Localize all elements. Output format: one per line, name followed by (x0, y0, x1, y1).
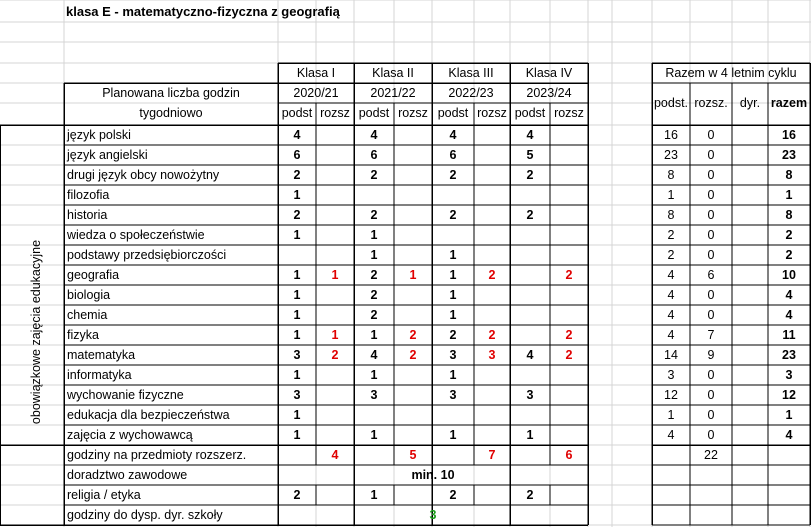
page-title: klasa E - matematyczno-fizyczna z geografią (66, 4, 340, 19)
hours-cell: 1 (331, 268, 339, 282)
hours-cell: 1 (449, 248, 457, 262)
summary-cell: 3 (785, 368, 793, 382)
doradztwo-label: doradztwo zawodowe (67, 468, 188, 482)
hours-cell: 1 (449, 368, 457, 382)
hours-cell: 2 (565, 268, 573, 282)
summary-cell: 12 (782, 388, 796, 402)
hours-cell: 1 (293, 428, 301, 442)
hours-cell: 2 (488, 268, 496, 282)
hours-cell: 1 (449, 268, 457, 282)
rozsz-value: 4 (331, 448, 339, 462)
hours-cell: 3 (370, 388, 378, 402)
summary-cell: 4 (667, 428, 675, 442)
hours-cell: 3 (449, 388, 457, 402)
podst-header: podst (358, 106, 390, 120)
subject-name: drugi język obcy nowożytny (67, 168, 220, 182)
hours-cell: 2 (409, 348, 417, 362)
subject-name: fizyka (67, 328, 99, 342)
podst-header: podst (514, 106, 546, 120)
summary-cell: 4 (667, 288, 675, 302)
hours-cell: 6 (293, 148, 301, 162)
rozsz-value: 5 (409, 448, 417, 462)
hours-cell: 3 (526, 388, 534, 402)
hours-cell: 2 (293, 208, 301, 222)
planned-label-line2: tygodniowo (139, 106, 203, 120)
hours-cell: 1 (449, 428, 457, 442)
religia-value: 2 (293, 488, 301, 502)
hours-cell: 1 (370, 228, 378, 242)
summary-cell: 1 (667, 188, 675, 202)
hours-cell: 1 (370, 248, 378, 262)
hours-cell: 1 (331, 328, 339, 342)
hours-cell: 2 (488, 328, 496, 342)
summary-cell: 23 (664, 148, 678, 162)
hours-cell: 2 (293, 168, 301, 182)
hours-cell: 2 (526, 168, 534, 182)
summary-cell: 0 (707, 228, 715, 242)
podst-header: podst (281, 106, 313, 120)
hours-cell: 3 (488, 348, 496, 362)
subject-name: język angielski (67, 148, 148, 162)
subject-name: podstawy przedsiębiorczości (67, 248, 227, 262)
summary-cell: 1 (785, 188, 793, 202)
summary-cell: 1 (785, 408, 793, 422)
summary-cell: 8 (667, 168, 675, 182)
hours-cell: 4 (526, 128, 534, 142)
summary-cell: 4 (785, 428, 793, 442)
hours-cell: 1 (370, 328, 378, 342)
summary-cell: 0 (707, 208, 715, 222)
summary-cell: 0 (707, 308, 715, 322)
summary-cell: 0 (707, 148, 715, 162)
class-year: 2020/21 (293, 86, 339, 100)
hours-cell: 1 (293, 288, 301, 302)
rozsz-label: godziny na przedmioty rozszerz. (67, 448, 247, 462)
hours-cell: 2 (565, 328, 573, 342)
summary-cell: 23 (782, 148, 796, 162)
subject-name: biologia (67, 288, 111, 302)
summary-col-header: rozsz. (694, 96, 728, 110)
hours-cell: 1 (293, 328, 301, 342)
class-name: Klasa IV (525, 66, 573, 80)
summary-col-header: dyr. (739, 96, 761, 110)
summary-cell: 2 (785, 228, 793, 242)
hours-cell: 4 (370, 128, 378, 142)
religia-value: 1 (370, 488, 378, 502)
hours-cell: 2 (370, 308, 378, 322)
class-year: 2021/22 (370, 86, 416, 100)
hours-cell: 3 (293, 388, 301, 402)
subject-name: edukacja dla bezpieczeństwa (67, 408, 230, 422)
summary-cell: 8 (667, 208, 675, 222)
subject-name: chemia (67, 308, 108, 322)
summary-title: Razem w 4 letnim cyklu (665, 66, 797, 80)
summary-cell: 4 (667, 268, 675, 282)
hours-cell: 2 (370, 168, 378, 182)
hours-cell: 2 (370, 288, 378, 302)
subject-name: historia (67, 208, 108, 222)
summary-cell: 7 (707, 328, 715, 342)
hours-cell: 1 (449, 288, 457, 302)
summary-cell: 2 (667, 248, 675, 262)
hours-cell: 1 (409, 268, 417, 282)
summary-cell: 4 (785, 308, 793, 322)
hours-cell: 4 (526, 348, 534, 362)
hours-cell: 1 (370, 368, 378, 382)
hours-cell: 4 (449, 128, 457, 142)
rozsz-header: rozsz (398, 106, 428, 120)
summary-cell: 0 (707, 128, 715, 142)
rozsz-value: 6 (565, 448, 573, 462)
summary-cell: 2 (785, 248, 793, 262)
hours-cell: 2 (449, 328, 457, 342)
subject-name: geografia (67, 268, 120, 282)
rozsz-header: rozsz (320, 106, 350, 120)
summary-cell: 9 (707, 348, 715, 362)
rozsz-total: 22 (704, 448, 718, 462)
hours-cell: 3 (449, 348, 457, 362)
summary-cell: 12 (664, 388, 678, 402)
dyr-label: godziny do dysp. dyr. szkoły (67, 508, 223, 522)
religia-value: 2 (449, 488, 457, 502)
summary-cell: 14 (664, 348, 678, 362)
hours-cell: 2 (526, 208, 534, 222)
summary-cell: 4 (785, 288, 793, 302)
dyr-value: 3 (429, 508, 437, 522)
hours-cell: 5 (526, 148, 534, 162)
summary-cell: 1 (667, 408, 675, 422)
summary-cell: 4 (667, 328, 675, 342)
side-label: obowiązkowe zajęcia edukacyjne (29, 239, 43, 425)
summary-cell: 10 (782, 268, 796, 282)
subject-name: zajęcia z wychowawcą (67, 428, 193, 442)
summary-cell: 0 (707, 248, 715, 262)
hours-cell: 2 (449, 208, 457, 222)
hours-cell: 1 (293, 308, 301, 322)
subject-name: informatyka (67, 368, 132, 382)
hours-cell: 2 (409, 328, 417, 342)
hours-cell: 2 (331, 348, 339, 362)
hours-cell: 1 (449, 308, 457, 322)
hours-cell: 2 (449, 168, 457, 182)
hours-cell: 2 (370, 208, 378, 222)
summary-cell: 0 (707, 408, 715, 422)
summary-col-header: razem (770, 96, 808, 110)
hours-cell: 1 (293, 268, 301, 282)
subject-name: wiedza o społeczeństwie (67, 228, 205, 242)
summary-cell: 0 (707, 168, 715, 182)
hours-cell: 2 (370, 268, 378, 282)
summary-cell: 4 (667, 308, 675, 322)
rozsz-header: rozsz (554, 106, 584, 120)
summary-cell: 16 (782, 128, 796, 142)
summary-cell: 8 (785, 168, 793, 182)
summary-cell: 2 (667, 228, 675, 242)
subject-name: wychowanie fizyczne (67, 388, 184, 402)
summary-cell: 11 (782, 328, 796, 342)
rozsz-value: 7 (488, 448, 496, 462)
subject-name: matematyka (67, 348, 136, 362)
subject-name: filozofia (67, 188, 110, 202)
summary-cell: 8 (785, 208, 793, 222)
planned-label-line1: Planowana liczba godzin (102, 86, 240, 100)
religia-value: 2 (526, 488, 534, 502)
summary-cell: 3 (667, 368, 675, 382)
summary-cell: 0 (707, 428, 715, 442)
hours-cell: 6 (370, 148, 378, 162)
hours-cell: 1 (370, 428, 378, 442)
hours-cell: 1 (293, 368, 301, 382)
hours-cell: 1 (293, 228, 301, 242)
religia-label: religia / etyka (67, 488, 141, 502)
hours-cell: 2 (565, 348, 573, 362)
hours-cell: 3 (293, 348, 301, 362)
doradztwo-value: min. 10 (411, 468, 455, 482)
summary-cell: 0 (707, 368, 715, 382)
class-name: Klasa III (448, 66, 494, 80)
hours-cell: 4 (370, 348, 378, 362)
summary-col-header: podst. (653, 96, 689, 110)
hours-cell: 6 (449, 148, 457, 162)
class-year: 2022/23 (448, 86, 494, 100)
rozsz-header: rozsz (477, 106, 507, 120)
summary-cell: 0 (707, 388, 715, 402)
hours-cell: 4 (293, 128, 301, 142)
summary-cell: 6 (707, 268, 715, 282)
podst-header: podst (437, 106, 469, 120)
hours-cell: 1 (293, 408, 301, 422)
class-year: 2023/24 (526, 86, 572, 100)
class-name: Klasa I (296, 66, 336, 80)
summary-cell: 23 (782, 348, 796, 362)
hours-cell: 1 (293, 188, 301, 202)
subject-name: język polski (67, 128, 131, 142)
summary-cell: 0 (707, 188, 715, 202)
summary-cell: 0 (707, 288, 715, 302)
class-name: Klasa II (372, 66, 414, 80)
hours-cell: 1 (526, 428, 534, 442)
summary-cell: 16 (664, 128, 678, 142)
